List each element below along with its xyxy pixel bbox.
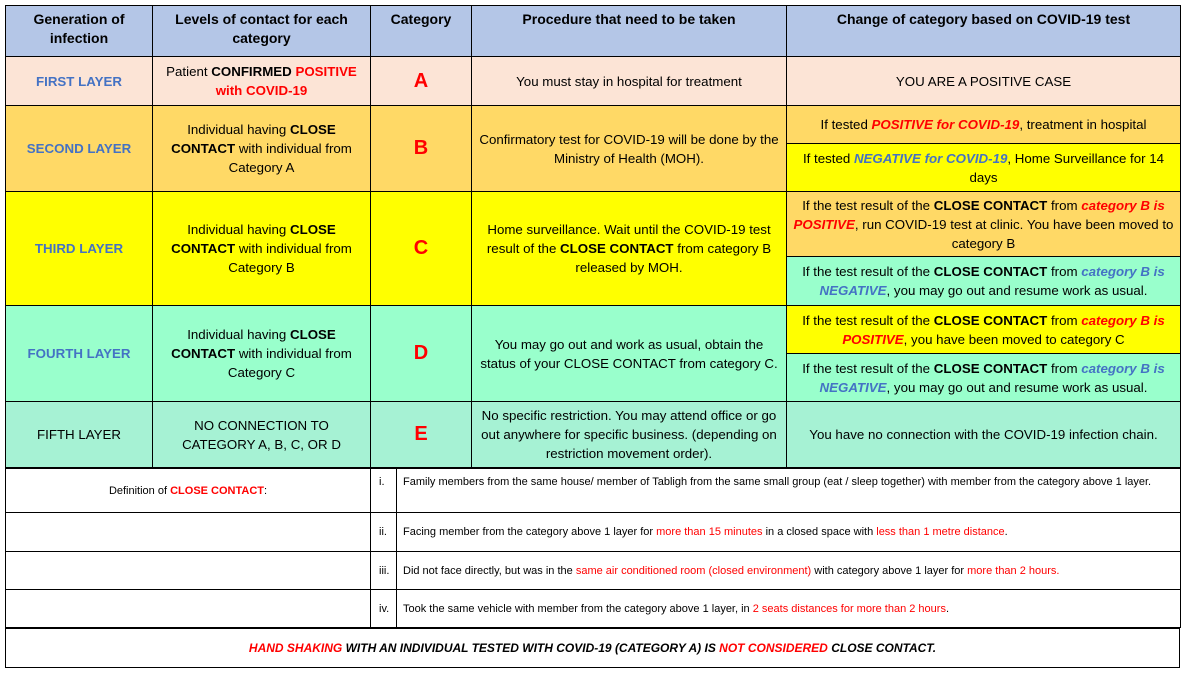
category-b: B [371,106,472,192]
fifth-layer-change: You have no connection with the COVID-19 infection chain. [787,402,1181,468]
third-layer-change-positive [787,192,1181,257]
first-layer-procedure: You must stay in hospital for treatment [472,57,787,106]
hand-shaking-note [6,629,1180,668]
covid-category-table [5,5,1181,468]
procedure-text: Home surveillance. Wait until the COVID-19 test result of the [486,222,771,256]
third-layer-contact [153,192,371,306]
item-text: . [945,602,950,615]
definition-empty-cell [6,513,371,552]
category-c: C [371,192,472,306]
definition-row-3 [6,552,1181,590]
first-layer-contact [153,57,371,106]
change-positive-red: category B is POSITIVE [842,312,1165,347]
change-text: , run COVID-19 test at clinic. You have been moved to category B [854,216,1174,251]
contact-text: Patient [166,64,212,79]
change-text: If the test result of the [802,264,934,279]
item-text: Did not face directly, but was in the [403,564,576,577]
fifth-layer-contact: NO CONNECTION TO CATEGORY A, B, C, OR D [153,402,371,468]
third-layer-procedure [472,192,787,306]
item-red: 2 seats distances for more than 2 hours [752,602,946,615]
contact-bold: CLOSE CONTACT [171,327,336,361]
category-e: E [371,402,472,468]
procedure-text: from category B released by MOH. [575,241,772,275]
definition-row-1 [6,469,1181,513]
change-negative-blue: category B is NEGATIVE [819,360,1165,395]
category-d: D [371,306,472,402]
change-bold: CLOSE CONTACT [933,360,1048,376]
change-bold: CLOSE CONTACT [933,264,1048,279]
fourth-layer-label: FOURTH LAYER [6,306,153,402]
definition-row-2 [6,513,1181,552]
note-text: CLOSE CONTACT. [827,640,937,655]
header-levels: Levels of contact for each category [153,6,371,57]
item-red: same air conditioned room (closed environment) [575,564,812,577]
header-procedure: Procedure that need to be taken [472,6,787,57]
definition-item [397,513,1181,552]
change-positive-red: POSITIVE for COVID-19 [871,117,1020,132]
header-generation: Generation of infection [6,6,153,57]
change-text: from [1047,197,1082,213]
contact-text: with individual from Category A [228,141,352,175]
fifth-layer-label: FIFTH LAYER [6,402,153,468]
change-text: , you may go out and resume work as usual. [886,379,1148,395]
contact-text: with individual from Category B [228,241,352,275]
definition-empty-cell [6,590,371,628]
definition-label-text: Definition of [108,484,171,497]
change-bold: CLOSE CONTACT [933,197,1048,213]
procedure-bold: CLOSE CONTACT [560,241,674,256]
definition-label-text: : [264,484,268,497]
item-red: less than 1 metre distance [876,526,1005,538]
change-text: , you have been moved to category C [903,331,1125,347]
fifth-layer-row [6,402,1181,468]
fifth-layer-procedure: No specific restriction. You may attend office or go out anywhere for specific business. (depending on restriction movement order). [472,402,787,468]
item-text: with category above 1 layer for [811,564,968,577]
first-layer-label: FIRST LAYER [6,57,153,106]
definition-item [397,590,1181,628]
change-negative-blue: category B is NEGATIVE [819,264,1165,298]
definition-num: ii. [371,513,397,552]
contact-text: Individual having [187,327,290,342]
item-text: . [1004,526,1008,538]
item-red: more than 15 minutes [656,526,763,538]
change-text: If tested [802,150,854,166]
item-text: Took the same vehicle with member from the category above 1 layer, in [403,602,753,615]
fourth-layer-procedure: You may go out and work as usual, obtain the status of your CLOSE CONTACT from category C. [472,306,787,402]
first-layer-row [6,57,1181,106]
definition-label [6,469,371,513]
contact-text: Individual having [187,222,290,237]
definition-label-red: CLOSE CONTACT [170,484,264,497]
header-row [6,6,1181,57]
change-bold: CLOSE CONTACT [933,312,1048,328]
change-text: from [1047,264,1082,279]
second-layer-procedure: Confirmatory test for COVID-19 will be done by the Ministry of Health (MOH). [472,106,787,192]
definition-num: iii. [371,552,397,590]
item-text: in a closed space with [762,526,877,538]
header-category: Category [371,6,472,57]
change-text: , Home Surveillance for 14 days [969,150,1165,185]
third-layer-row [6,192,1181,257]
third-layer-change-negative [787,257,1181,306]
change-text: , treatment in hospital [1019,117,1147,132]
fourth-layer-contact [153,306,371,402]
fourth-layer-change-negative [787,354,1181,402]
category-a: A [371,57,472,106]
definition-num: i. [371,469,397,513]
definition-row-4 [6,590,1181,628]
change-text: from [1047,360,1082,376]
close-contact-definition-table [5,468,1181,628]
definition-num: iv. [371,590,397,628]
change-text: If tested [820,117,872,132]
change-text: If the test result of the [802,197,934,213]
second-layer-change-negative [787,144,1181,192]
change-negative-blue: NEGATIVE for COVID-19 [853,150,1008,166]
contact-text: with individual from Category C [227,346,352,380]
contact-text: Individual having [187,122,290,137]
second-layer-row [6,106,1181,144]
second-layer-label: SECOND LAYER [6,106,153,192]
contact-bold: CONFIRMED [211,64,292,79]
item-red: more than 2 hours. [967,564,1060,577]
first-layer-change: YOU ARE A POSITIVE CASE [787,57,1181,106]
third-layer-label: THIRD LAYER [6,192,153,306]
fourth-layer-change-positive [787,306,1181,354]
contact-red: POSITIVE with COVID-19 [215,64,357,98]
header-change: Change of category based on COVID-19 test [787,6,1181,57]
fourth-layer-row [6,306,1181,354]
item-text: Facing member from the category above 1 layer for [403,526,657,538]
note-row [6,629,1180,668]
change-text: from [1047,312,1082,328]
definition-item [397,552,1181,590]
note-red: HAND SHAKING [248,640,343,655]
note-red: NOT CONSIDERED [719,640,828,655]
second-layer-change-positive [787,106,1181,144]
change-text: , you may go out and resume work as usual. [886,283,1148,298]
note-text: WITH AN INDIVIDUAL TESTED WITH COVID-19 (CATEGORY A) IS [342,640,720,655]
covid-contact-table-page [5,5,1180,668]
change-positive-red: category B is POSITIVE [793,197,1165,232]
second-layer-contact [153,106,371,192]
definition-empty-cell [6,552,371,590]
change-text: If the test result of the [802,360,934,376]
change-text: If the test result of the [802,312,934,328]
contact-bold: CLOSE CONTACT [171,222,336,256]
definition-item: Family members from the same house/ member of Tabligh from the same small group (eat / sleep together) with member from the category above 1 layer. [397,469,1181,513]
contact-bold: CLOSE CONTACT [171,122,336,156]
hand-shaking-note-table [5,628,1180,668]
